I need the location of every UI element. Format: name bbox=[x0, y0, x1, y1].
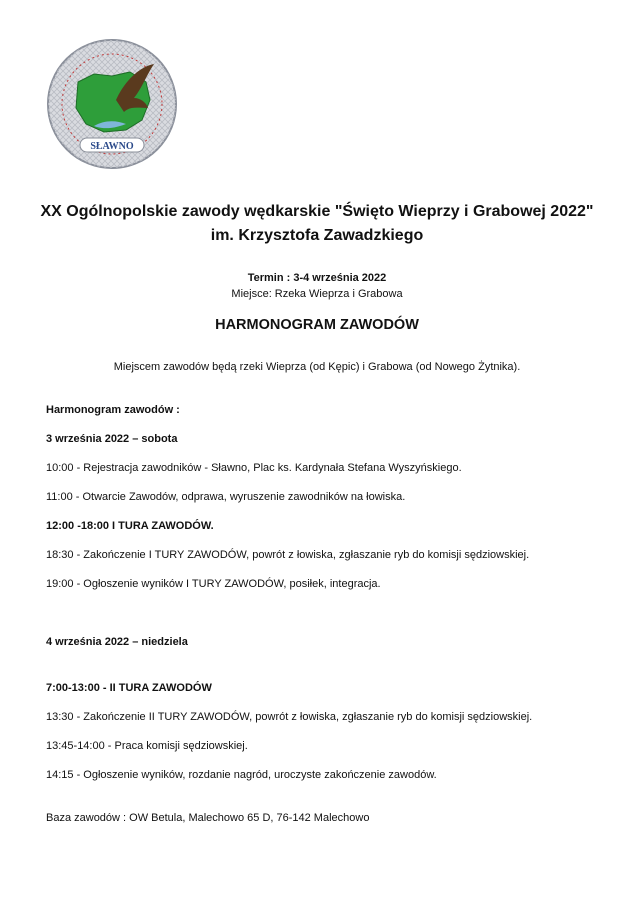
event-base: Baza zawodów : OW Betula, Malechowo 65 D, 76-142 Malechowo bbox=[46, 812, 370, 824]
intro-text: Miejscem zawodów będą rzeki Wieprza (od Kępic) i Grabowa (od Nowego Żytnika). bbox=[113, 361, 521, 373]
schedule-item: 13:45-14:00 - Praca komisji sędziowskiej. bbox=[46, 740, 248, 752]
club-logo bbox=[42, 38, 182, 170]
schedule-label: Harmonogram zawodów : bbox=[46, 404, 180, 416]
document-title bbox=[0, 200, 634, 248]
day2-date: 4 września 2022 – niedziela bbox=[46, 636, 188, 648]
schedule-item: 18:30 - Zakończenie I TURY ZAWODÓW, powrót z łowiska, zgłaszanie ryb do komisji sędziowskiej. bbox=[46, 549, 530, 561]
event-location: Miejsce: Rzeka Wieprza i Grabowa bbox=[231, 288, 403, 300]
schedule-item: 10:00 - Rejestracja zawodników - Sławno, Plac ks. Kardynała Stefana Wyszyńskiego. bbox=[46, 462, 462, 474]
schedule-item: 12:00 -18:00 I TURA ZAWODÓW. bbox=[46, 520, 214, 532]
title-line-2: im. Krzysztofa Zawadzkiego bbox=[210, 227, 424, 244]
title-line-1: XX Ogólnopolskie zawody wędkarskie "Święto Wieprzy i Grabowej 2022" bbox=[40, 203, 594, 220]
schedule-item: 13:30 - Zakończenie II TURY ZAWODÓW, powrót z łowiska, zgłaszanie ryb do komisji sędziowskiej. bbox=[46, 711, 533, 723]
schedule-item: 14:15 - Ogłoszenie wyników, rozdanie nagród, uroczyste zakończenie zawodów. bbox=[46, 769, 437, 781]
schedule-item: 19:00 - Ogłoszenie wyników I TURY ZAWODÓW, posiłek, integracja. bbox=[46, 578, 381, 590]
event-dates: Termin : 3-4 września 2022 bbox=[247, 272, 387, 284]
day1-date: 3 września 2022 – sobota bbox=[46, 433, 178, 445]
logo-text: SŁAWNO bbox=[90, 141, 134, 152]
schedule-item: 11:00 - Otwarcie Zawodów, odprawa, wyruszenie zawodników na łowiska. bbox=[46, 491, 406, 503]
schedule-heading: HARMONOGRAM ZAWODÓW bbox=[215, 317, 419, 333]
club-logo-emblem bbox=[42, 38, 182, 170]
schedule-item: 7:00-13:00 - II TURA ZAWODÓW bbox=[46, 682, 212, 694]
